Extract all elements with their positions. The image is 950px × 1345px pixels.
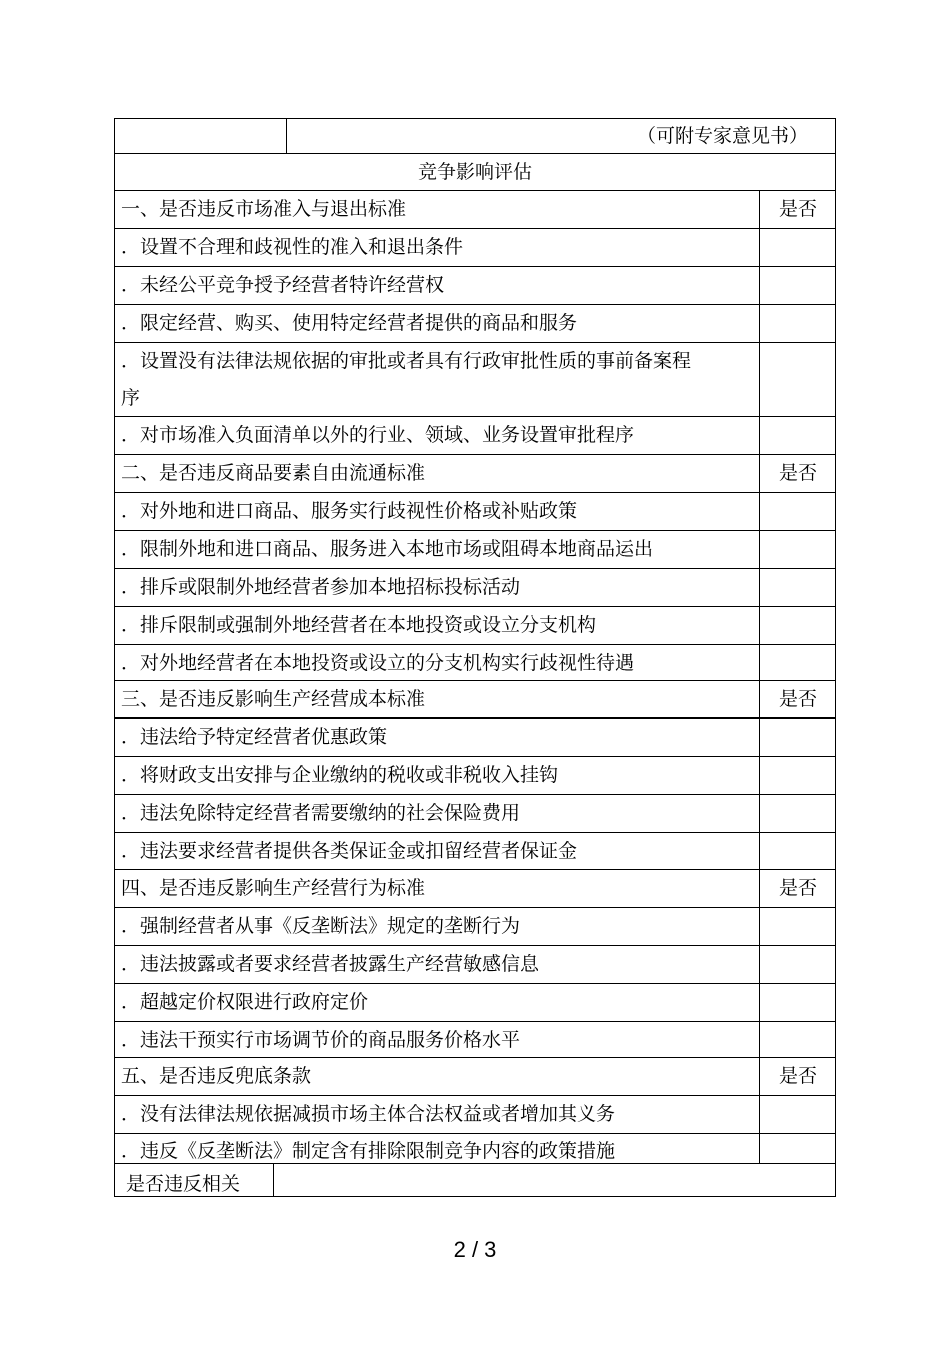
criterion-item: ．违法给予特定经营者优惠政策 bbox=[114, 719, 760, 756]
criterion-item: ．设置没有法律法规依据的审批或者具有行政审批性质的事前备案程序 bbox=[114, 343, 760, 416]
answer-cell[interactable] bbox=[760, 267, 836, 304]
table-row bbox=[114, 984, 836, 1022]
criterion-item: ．将财政支出安排与企业缴纳的税收或非税收入挂钩 bbox=[114, 757, 760, 794]
criterion-item: ．违法披露或者要求经营者披露生产经营敏感信息 bbox=[114, 946, 760, 983]
criterion-item: ．超越定价权限进行政府定价 bbox=[114, 984, 760, 1021]
answer-cell[interactable] bbox=[760, 493, 836, 530]
table-row bbox=[114, 229, 836, 267]
answer-cell[interactable] bbox=[760, 795, 836, 832]
answer-cell[interactable] bbox=[760, 305, 836, 342]
criterion-item: ．未经公平竞争授予经营者特许经营权 bbox=[114, 267, 760, 304]
criterion-item: ．限制外地和进口商品、服务进入本地市场或阻碍本地商品运出 bbox=[114, 531, 760, 568]
section-heading: 三、是否违反影响生产经营成本标准 bbox=[114, 681, 760, 717]
table-row bbox=[114, 417, 836, 455]
answer-cell[interactable] bbox=[760, 719, 836, 756]
answer-cell[interactable] bbox=[760, 607, 836, 644]
answer-cell[interactable] bbox=[760, 946, 836, 983]
table-row bbox=[114, 1164, 836, 1197]
table-row bbox=[114, 719, 836, 757]
section-heading: 四、是否违反影响生产经营行为标准 bbox=[114, 870, 760, 907]
criterion-item: ．违反《反垄断法》制定含有排除限制竞争内容的政策措施 bbox=[114, 1134, 760, 1163]
answer-cell[interactable] bbox=[274, 1164, 836, 1196]
table-row bbox=[114, 118, 836, 154]
section-heading: 一、是否违反市场准入与退出标准 bbox=[114, 191, 760, 228]
section-heading-row bbox=[114, 681, 836, 719]
section-heading-row bbox=[114, 191, 836, 229]
table-row bbox=[114, 569, 836, 607]
criterion-item: ．对外地经营者在本地投资或设立的分支机构实行歧视性待遇 bbox=[114, 645, 760, 680]
section-heading-row bbox=[114, 1058, 836, 1096]
table-row bbox=[114, 908, 836, 946]
criterion-item: ．违法干预实行市场调节价的商品服务价格水平 bbox=[114, 1022, 760, 1057]
criterion-item: ．没有法律法规依据减损市场主体合法权益或者增加其义务 bbox=[114, 1096, 760, 1133]
section-heading-row bbox=[114, 870, 836, 908]
answer-cell[interactable] bbox=[760, 908, 836, 945]
criterion-item: ．排斥或限制外地经营者参加本地招标投标活动 bbox=[114, 569, 760, 606]
section-title: 竞争影响评估 bbox=[417, 161, 532, 183]
criterion-item: ．强制经营者从事《反垄断法》规定的垄断行为 bbox=[114, 908, 760, 945]
answer-cell[interactable] bbox=[760, 229, 836, 266]
table-row bbox=[114, 531, 836, 569]
criterion-item: ．违法免除特定经营者需要缴纳的社会保险费用 bbox=[114, 795, 760, 832]
table-row bbox=[114, 833, 836, 870]
yes-no-label: 是否 bbox=[778, 462, 817, 484]
answer-cell[interactable] bbox=[760, 1096, 836, 1133]
table-row bbox=[114, 343, 836, 417]
table-row bbox=[114, 757, 836, 795]
expert-opinion-note: （可附专家意见书） bbox=[636, 125, 808, 147]
empty-cell bbox=[114, 118, 287, 153]
table-row bbox=[114, 795, 836, 833]
answer-cell[interactable] bbox=[760, 645, 836, 680]
table-row bbox=[114, 493, 836, 531]
page-number: 2 / 3 bbox=[453, 1237, 497, 1262]
table-row bbox=[114, 607, 836, 645]
yes-no-label: 是否 bbox=[778, 198, 817, 220]
answer-cell[interactable] bbox=[760, 417, 836, 454]
criterion-item: ．限定经营、购买、使用特定经营者提供的商品和服务 bbox=[114, 305, 760, 342]
table-row bbox=[114, 154, 836, 191]
table-row bbox=[114, 305, 836, 343]
criterion-item: ．排斥限制或强制外地经营者在本地投资或设立分支机构 bbox=[114, 607, 760, 644]
criterion-item: ．违法要求经营者提供各类保证金或扣留经营者保证金 bbox=[114, 833, 760, 869]
answer-cell[interactable] bbox=[760, 531, 836, 568]
yes-no-label: 是否 bbox=[778, 688, 817, 710]
section-heading: 五、是否违反兜底条款 bbox=[114, 1058, 760, 1095]
answer-cell[interactable] bbox=[760, 833, 836, 869]
answer-cell[interactable] bbox=[760, 1134, 836, 1163]
section-heading-row bbox=[114, 455, 836, 493]
criterion-item: ．对外地和进口商品、服务实行歧视性价格或补贴政策 bbox=[114, 493, 760, 530]
table-row bbox=[114, 946, 836, 984]
table-row bbox=[114, 267, 836, 305]
table-row bbox=[114, 1022, 836, 1058]
criterion-item: ．设置不合理和歧视性的准入和退出条件 bbox=[114, 229, 760, 266]
row-label: 是否违反相关 bbox=[114, 1164, 274, 1196]
answer-cell[interactable] bbox=[760, 1022, 836, 1057]
table-row bbox=[114, 645, 836, 681]
criterion-item: ．对市场准入负面清单以外的行业、领域、业务设置审批程序 bbox=[114, 417, 760, 454]
answer-cell[interactable] bbox=[760, 343, 836, 416]
yes-no-label: 是否 bbox=[778, 877, 817, 899]
answer-cell[interactable] bbox=[760, 984, 836, 1021]
yes-no-label: 是否 bbox=[778, 1065, 817, 1087]
section-heading: 二、是否违反商品要素自由流通标准 bbox=[114, 455, 760, 492]
table-row bbox=[114, 1096, 836, 1134]
table-row bbox=[114, 1134, 836, 1164]
answer-cell[interactable] bbox=[760, 569, 836, 606]
answer-cell[interactable] bbox=[760, 757, 836, 794]
